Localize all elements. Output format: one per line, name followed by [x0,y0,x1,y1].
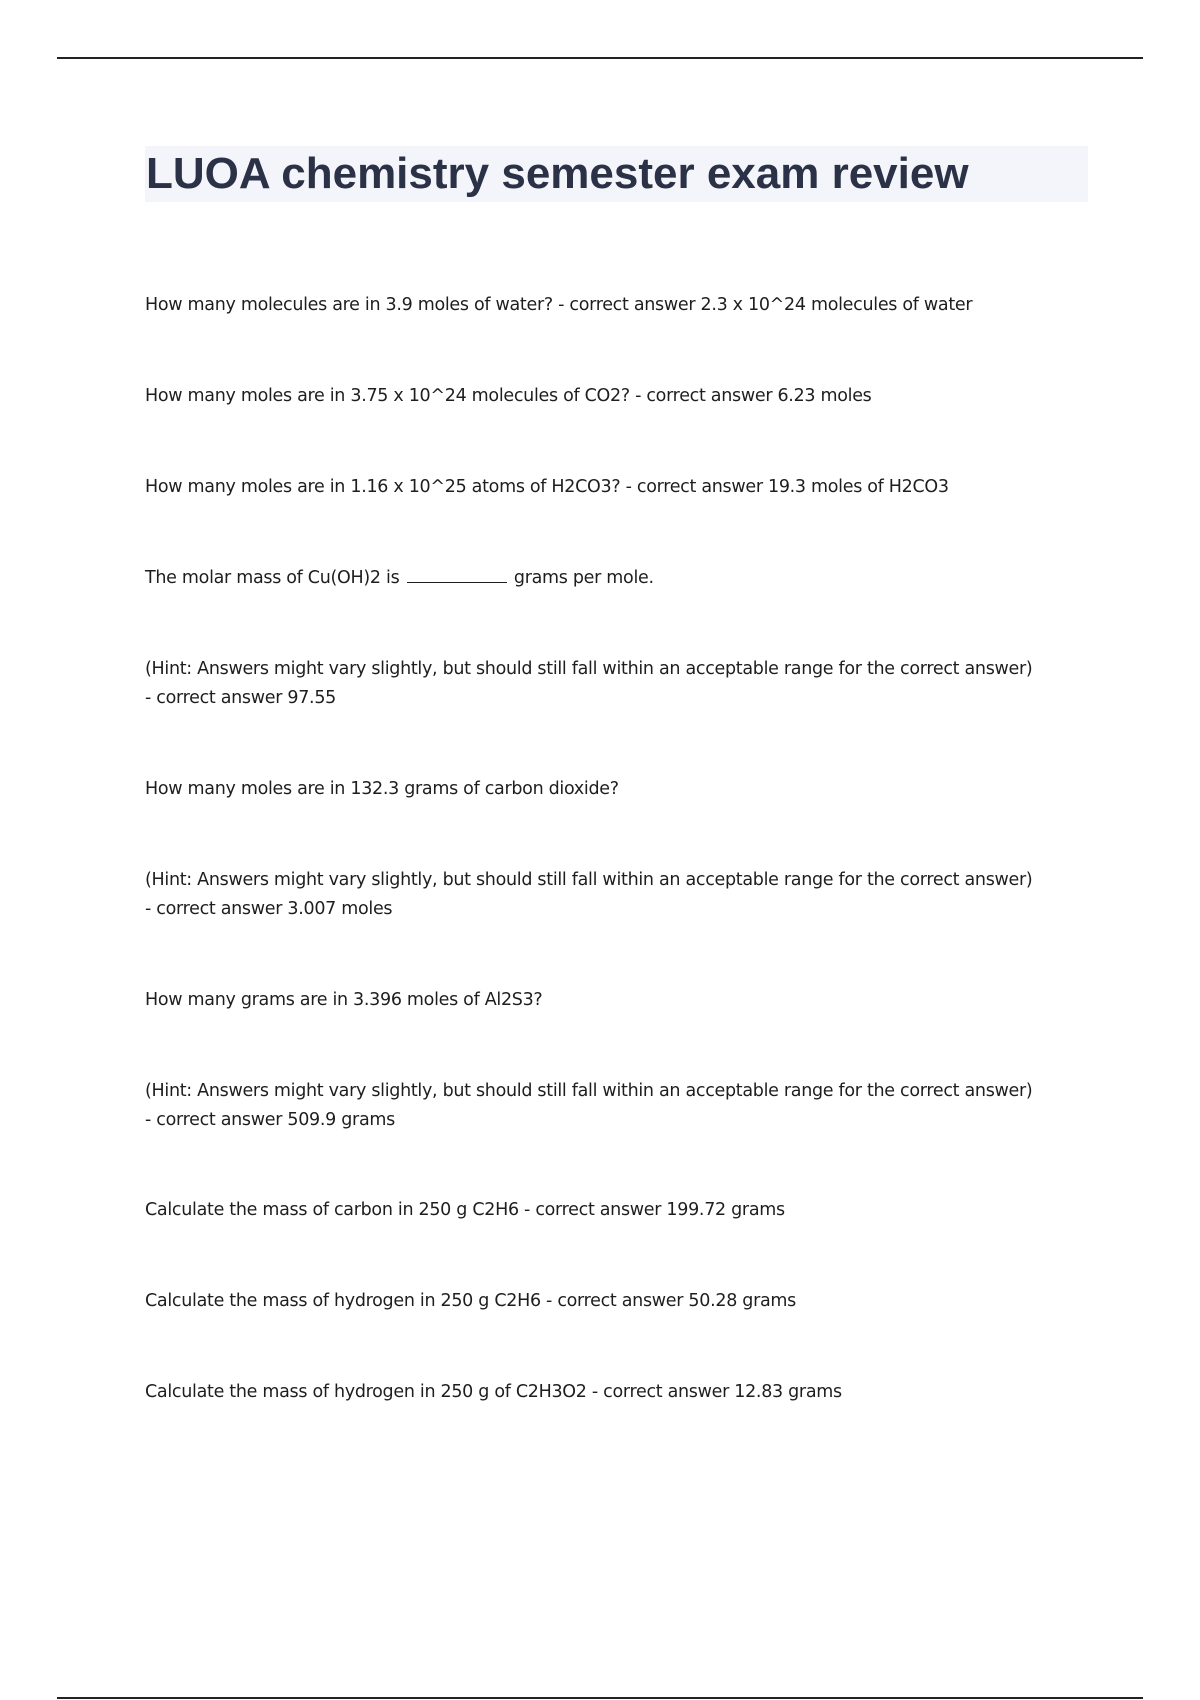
molar-mass-question [145,564,1095,593]
answer-text: - correct answer 509.9 grams [145,1110,395,1130]
question-item: How many molecules are in 3.9 moles of water? - correct answer 2.3 x 10^24 molecules of water [145,295,973,315]
answer-blank [407,568,507,583]
question-item: How many grams are in 3.396 moles of Al2S3? [145,990,543,1010]
hint-text: (Hint: Answers might vary slightly, but should still fall within an acceptable range for the correct answer) [145,659,1033,679]
bottom-divider [57,1697,1143,1699]
question-item: Calculate the mass of hydrogen in 250 g of C2H3O2 - correct answer 12.83 grams [145,1382,842,1402]
question-item: How many moles are in 1.16 x 10^25 atoms of H2CO3? - correct answer 19.3 moles of H2CO3 [145,477,949,497]
question-item: How many moles are in 3.75 x 10^24 molecules of CO2? - correct answer 6.23 moles [145,386,872,406]
answer-text: - correct answer 3.007 moles [145,899,393,919]
hint-text: (Hint: Answers might vary slightly, but should still fall within an acceptable range for the correct answer) [145,870,1033,890]
molar-mass-prefix: The molar mass of Cu(OH)2 is [145,568,400,588]
answer-text: - correct answer 97.55 [145,688,336,708]
molar-mass-suffix: grams per mole. [513,568,654,588]
question-item: Calculate the mass of hydrogen in 250 g C2H6 - correct answer 50.28 grams [145,1291,796,1311]
question-item: Calculate the mass of carbon in 250 g C2H6 - correct answer 199.72 grams [145,1200,785,1220]
top-divider [57,57,1143,59]
document-title: LUOA chemistry semester exam review [146,149,969,198]
hint-text: (Hint: Answers might vary slightly, but should still fall within an acceptable range for the correct answer) [145,1081,1033,1101]
question-item: How many moles are in 132.3 grams of carbon dioxide? [145,779,619,799]
